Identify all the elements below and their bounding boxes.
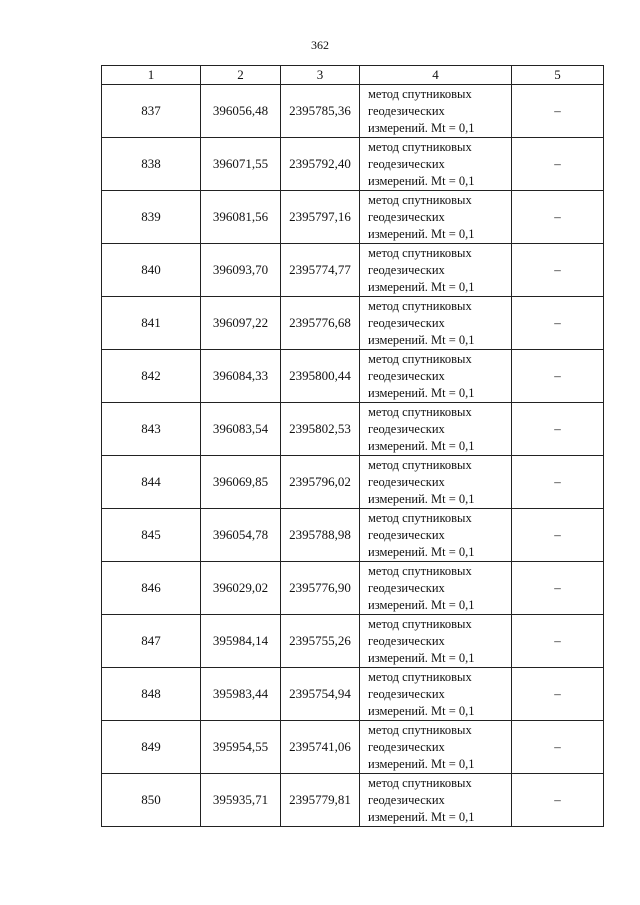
note-cell: – (512, 244, 604, 297)
x-coordinate-cell: 396083,54 (201, 403, 281, 456)
method-cell: метод спутниковых геодезических измерений. Mt = 0,1 (360, 562, 512, 615)
note-cell: – (512, 138, 604, 191)
note-cell: – (512, 403, 604, 456)
y-coordinate-cell: 2395792,40 (281, 138, 360, 191)
table-row (102, 191, 604, 244)
method-cell: метод спутниковых геодезических измерений. Mt = 0,1 (360, 721, 512, 774)
x-coordinate-cell: 396029,02 (201, 562, 281, 615)
x-coordinate-cell: 395935,71 (201, 774, 281, 827)
table-row (102, 350, 604, 403)
point-number-cell: 844 (102, 456, 201, 509)
point-number-cell: 842 (102, 350, 201, 403)
y-coordinate-cell: 2395755,26 (281, 615, 360, 668)
method-cell: метод спутниковых геодезических измерений. Mt = 0,1 (360, 191, 512, 244)
note-cell: – (512, 456, 604, 509)
note-cell: – (512, 350, 604, 403)
column-header-1: 1 (102, 66, 201, 85)
method-cell: метод спутниковых геодезических измерений. Mt = 0,1 (360, 297, 512, 350)
y-coordinate-cell: 2395800,44 (281, 350, 360, 403)
table-row (102, 403, 604, 456)
method-cell: метод спутниковых геодезических измерений. Mt = 0,1 (360, 509, 512, 562)
column-header-3: 3 (281, 66, 360, 85)
point-number-cell: 838 (102, 138, 201, 191)
x-coordinate-cell: 396071,55 (201, 138, 281, 191)
point-number-cell: 843 (102, 403, 201, 456)
note-cell: – (512, 562, 604, 615)
method-cell: метод спутниковых геодезических измерений. Mt = 0,1 (360, 403, 512, 456)
note-cell: – (512, 509, 604, 562)
y-coordinate-cell: 2395741,06 (281, 721, 360, 774)
table-row (102, 85, 604, 138)
table-row (102, 244, 604, 297)
point-number-cell: 840 (102, 244, 201, 297)
method-cell: метод спутниковых геодезических измерений. Mt = 0,1 (360, 244, 512, 297)
x-coordinate-cell: 395983,44 (201, 668, 281, 721)
method-cell: метод спутниковых геодезических измерений. Mt = 0,1 (360, 668, 512, 721)
table-row (102, 562, 604, 615)
y-coordinate-cell: 2395788,98 (281, 509, 360, 562)
y-coordinate-cell: 2395779,81 (281, 774, 360, 827)
method-cell: метод спутниковых геодезических измерений. Mt = 0,1 (360, 85, 512, 138)
x-coordinate-cell: 396084,33 (201, 350, 281, 403)
x-coordinate-cell: 395984,14 (201, 615, 281, 668)
y-coordinate-cell: 2395802,53 (281, 403, 360, 456)
x-coordinate-cell: 396069,85 (201, 456, 281, 509)
point-number-cell: 845 (102, 509, 201, 562)
y-coordinate-cell: 2395774,77 (281, 244, 360, 297)
column-header-5: 5 (512, 66, 604, 85)
x-coordinate-cell: 396081,56 (201, 191, 281, 244)
point-number-cell: 846 (102, 562, 201, 615)
note-cell: – (512, 721, 604, 774)
table-row (102, 615, 604, 668)
point-number-cell: 837 (102, 85, 201, 138)
y-coordinate-cell: 2395754,94 (281, 668, 360, 721)
y-coordinate-cell: 2395797,16 (281, 191, 360, 244)
table-row (102, 138, 604, 191)
method-cell: метод спутниковых геодезических измерений. Mt = 0,1 (360, 350, 512, 403)
method-cell: метод спутниковых геодезических измерений. Mt = 0,1 (360, 456, 512, 509)
note-cell: – (512, 668, 604, 721)
point-number-cell: 841 (102, 297, 201, 350)
x-coordinate-cell: 396056,48 (201, 85, 281, 138)
point-number-cell: 839 (102, 191, 201, 244)
page-number: 362 (311, 38, 329, 52)
y-coordinate-cell: 2395776,90 (281, 562, 360, 615)
x-coordinate-cell: 396097,22 (201, 297, 281, 350)
x-coordinate-cell: 396093,70 (201, 244, 281, 297)
table-row (102, 774, 604, 827)
column-header-4: 4 (360, 66, 512, 85)
y-coordinate-cell: 2395796,02 (281, 456, 360, 509)
method-cell: метод спутниковых геодезических измерений. Mt = 0,1 (360, 774, 512, 827)
table-body (102, 85, 604, 827)
table-row (102, 456, 604, 509)
note-cell: – (512, 297, 604, 350)
table-row (102, 721, 604, 774)
method-cell: метод спутниковых геодезических измерений. Mt = 0,1 (360, 138, 512, 191)
point-number-cell: 849 (102, 721, 201, 774)
x-coordinate-cell: 396054,78 (201, 509, 281, 562)
y-coordinate-cell: 2395785,36 (281, 85, 360, 138)
point-number-cell: 848 (102, 668, 201, 721)
point-number-cell: 847 (102, 615, 201, 668)
x-coordinate-cell: 395954,55 (201, 721, 281, 774)
note-cell: – (512, 615, 604, 668)
note-cell: – (512, 191, 604, 244)
table-row (102, 297, 604, 350)
point-number-cell: 850 (102, 774, 201, 827)
table-row (102, 668, 604, 721)
column-header-2: 2 (201, 66, 281, 85)
coordinates-table (101, 65, 604, 827)
method-cell: метод спутниковых геодезических измерений. Mt = 0,1 (360, 615, 512, 668)
y-coordinate-cell: 2395776,68 (281, 297, 360, 350)
table-row (102, 509, 604, 562)
note-cell: – (512, 774, 604, 827)
note-cell: – (512, 85, 604, 138)
table-header-row (102, 66, 604, 85)
